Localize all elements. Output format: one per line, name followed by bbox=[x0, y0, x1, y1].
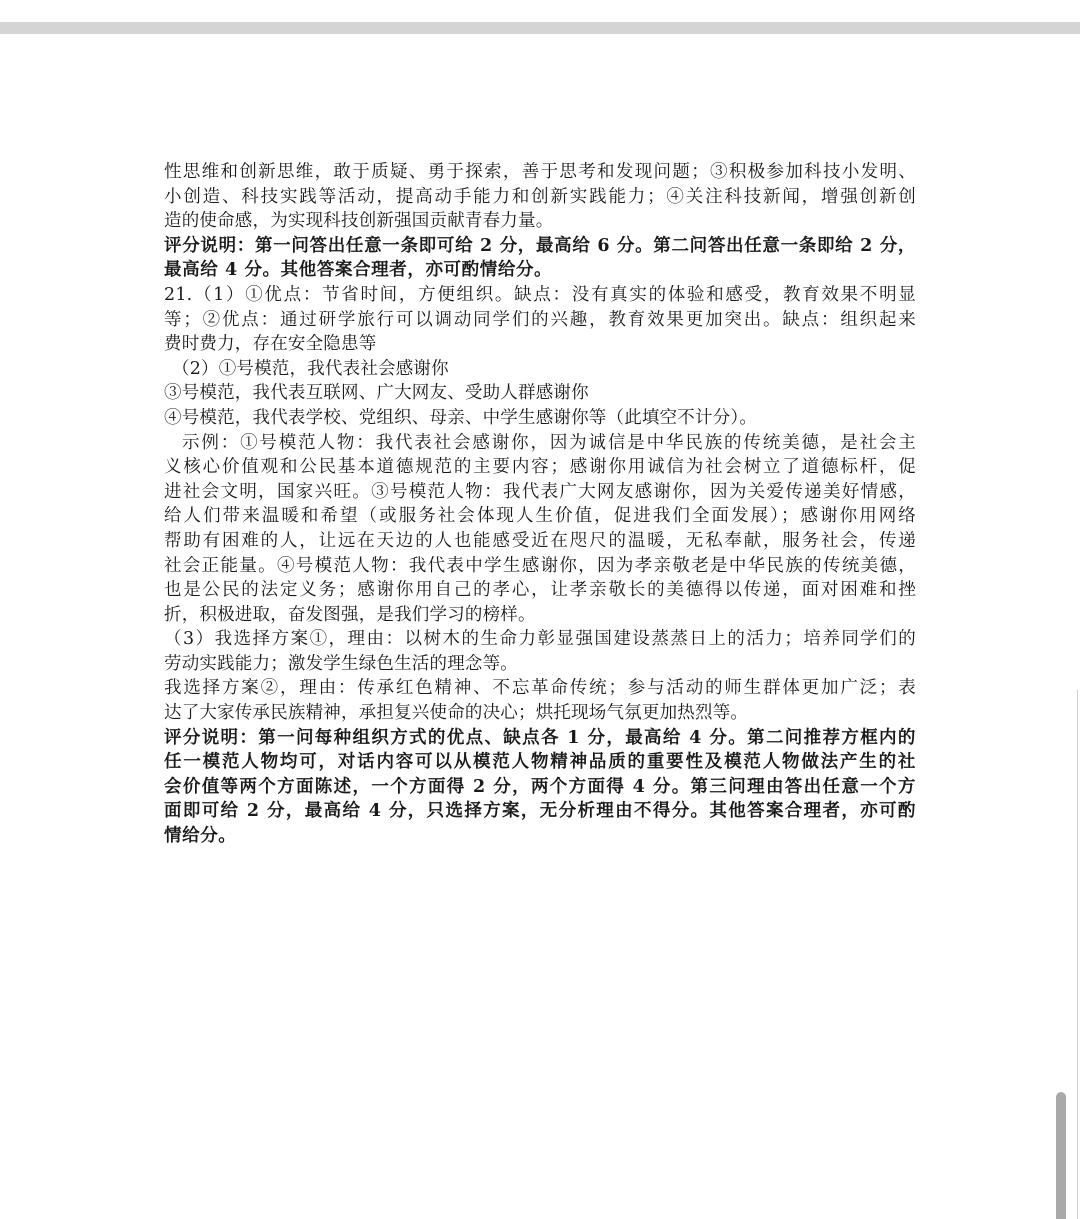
answer-text-block bbox=[164, 160, 916, 849]
example-line: 示例：①号模范人物：我代表社会感谢你，因为诚信是中华民族的传统美德，是社会主 bbox=[182, 432, 916, 453]
text-line: 折，积极进取，奋发图强，是我们学习的榜样。 bbox=[164, 604, 536, 625]
grading-note-line bbox=[164, 234, 916, 259]
question-21-part1-line: 21.（1）①优点：节省时间，方便组织。缺点：没有真实的体验和感受，教育效果不明显 bbox=[164, 284, 916, 305]
text-line: 小创造、科技实践等活动，提高动手能力和创新实践能力；④关注科技新闻，增强创新创 bbox=[164, 186, 916, 207]
text-line: 帮助有困难的人，让远在天边的人也能感受近在咫尺的温暖，无私奉献，服务社会，传递 bbox=[164, 530, 916, 551]
grading-note-line: 最高给 4 分。其他答案合理者，亦可酌情给分。 bbox=[164, 260, 553, 281]
grading-note-line: 面即可给 2 分，最高给 4 分，只选择方案，无分析理由不得分。其他答案合理者，亦可酌 bbox=[164, 801, 916, 822]
page-edge-divider bbox=[1077, 690, 1078, 1219]
grading-note-line: 情给分。 bbox=[164, 826, 237, 847]
text-line: 社会正能量。④号模范人物：我代表中学生感谢你，因为孝亲敬老是中华民族的传统美德， bbox=[164, 555, 916, 576]
grading-note-line bbox=[164, 726, 916, 751]
question-21-part3-line: （3）我选择方案①，理由：以树木的生命力彰显强国建设蒸蒸日上的活力；培养同学们的 bbox=[164, 629, 916, 650]
text-line: 也是公民的法定义务；感谢你用自己的孝心，让孝亲敬长的美德得以传递，面对困难和挫 bbox=[164, 580, 916, 601]
grading-note-line: 任一模范人物均可，对话内容可以从模范人物精神品质的重要性及模范人物做法产生的社 bbox=[164, 752, 916, 773]
text-line: 等；②优点：通过研学旅行可以调动同学们的兴趣，教育效果更加突出。缺点：组织起来 bbox=[164, 309, 916, 330]
text-line: 我选择方案②，理由：传承红色精神、不忘革命传统；参与活动的师生群体更加广泛；表 bbox=[164, 678, 916, 699]
grading-note-label: 评分说明： bbox=[164, 235, 255, 256]
text-line: 劳动实践能力；激发学生绿色生活的理念等。 bbox=[164, 653, 518, 674]
grading-note-line: 会价值等两个方面陈述，一个方面得 2 分，两个方面得 4 分。第三问理由答出任意一个方 bbox=[164, 776, 916, 797]
text-line: 达了大家传承民族精神，承担复兴使命的决心；烘托现场气氛更加热烈等。 bbox=[164, 703, 749, 724]
text-line: 性思维和创新思维，敢于质疑、勇于探索，善于思考和发现问题；③积极参加科技小发明、 bbox=[164, 162, 916, 182]
text-line: 给人们带来温暖和希望（或服务社会体现人生价值，促进我们全面发展）；感谢你用网络 bbox=[164, 506, 916, 527]
text-line: 造的使命感，为实现科技创新强国贡献青春力量。 bbox=[164, 211, 554, 232]
text-line: ③号模范，我代表互联网、广大网友、受助人群感谢你 bbox=[164, 383, 589, 404]
text-line: ④号模范，我代表学校、党组织、母亲、中学生感谢你等（此填空不计分）。 bbox=[164, 407, 758, 428]
grading-note-text: 第一问答出任意一条即可给 2 分，最高给 6 分。第二问答出任意一条即给 2 分， bbox=[254, 235, 916, 256]
grading-note-label: 评分说明： bbox=[164, 727, 259, 748]
question-21-part2-line: （2）①号模范，我代表社会感谢你 bbox=[172, 358, 449, 379]
text-line: 义核心价值观和公民基本道德规范的主要内容；感谢你用诚信为社会树立了道德标杆，促 bbox=[164, 457, 916, 478]
grading-note-text: 第一问每种组织方式的优点、缺点各 1 分，最高给 4 分。第二问推荐方框内的 bbox=[258, 727, 916, 748]
text-line: 进社会文明，国家兴旺。③号模范人物：我代表广大网友感谢你，因为关爱传递美好情感， bbox=[164, 481, 916, 502]
vertical-scrollbar-thumb[interactable] bbox=[1056, 1092, 1066, 1219]
top-toolbar-bar bbox=[0, 22, 1080, 34]
text-line: 费时费力，存在安全隐患等 bbox=[164, 334, 377, 355]
